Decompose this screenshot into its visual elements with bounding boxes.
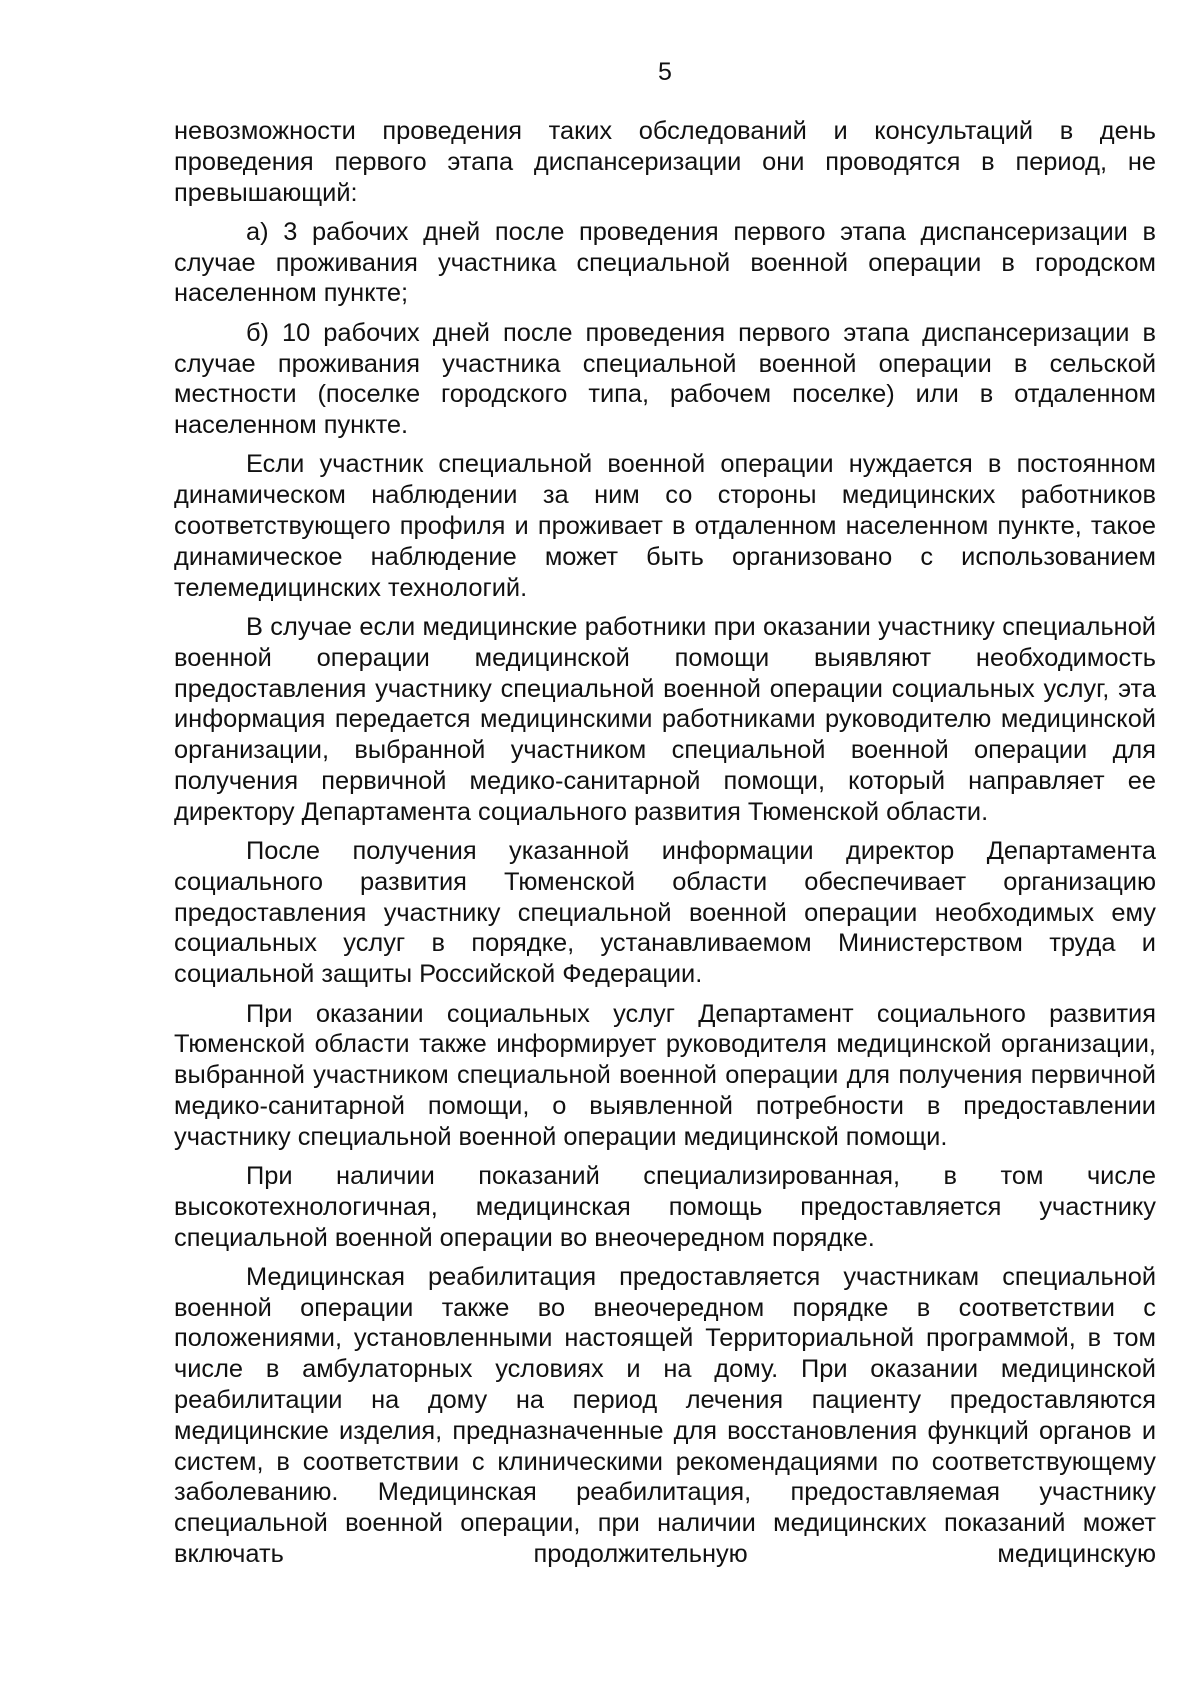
paragraph-telemedicine: Если участник специальной военной операции нуждается в постоянном динамическом наблюдении за ним со стороны медицинских работников соответствующего профиля и проживает в отдаленном населенном пункте, такое динамическое наблюдение может быть организовано с использованием телемедицинских технологий. [174,450,1156,602]
paragraph-item-b: б) 10 рабочих дней после проведения первого этапа диспансеризации в случае проживания участника специальной военной операции в сельской местности (поселке городского типа, рабочем поселке) или в отдаленном населенном пункте. [174,318,1156,440]
document-body [174,116,1156,1570]
paragraph-specialized-care: При наличии показаний специализированная, в том числе высокотехнологичная, медицинская помощь предоставляется участнику специальной военной операции во внеочередном порядке. [174,1162,1156,1252]
paragraph-department-informs: При оказании социальных услуг Департамент социального развития Тюменской области также информирует руководителя медицинской организации, выбранной участником специальной военной операции для получения первичной медико-санитарной помощи, о выявленной потребности в предоставлении участнику специальной военной операции медицинской помощи. [174,999,1156,1151]
paragraph-social-services-need: В случае если медицинские работники при оказании участнику специальной военной операции медицинской помощи выявляют необходимость предоставления участнику специальной военной операции социальных услуг, эта информация передается медицинскими работниками руководителю медицинской организации, выбранной участником специальной военной операции для получения первичной медико-санитарной помощи, который направляет ее директору Департамента социального развития Тюменской области. [174,612,1156,826]
paragraph-continuation: невозможности проведения таких обследований и консультаций в день проведения первого этапа диспансеризации они проводятся в период, не превышающий: [174,117,1156,207]
paragraph-medical-rehabilitation: Медицинская реабилитация предоставляется участникам специальной военной операции также во внеочередном порядке в соответствии с положениями, установленными настоящей Территориальной программой, в том числе в амбулаторных условиях и на дому. При оказании медицинской реабилитации на дому на период лечения пациенту предоставляются медицинские изделия, предназначенные для восстановления функций органов и систем, в соответствии с клиническими рекомендациями по соответствующему заболеванию. Медицинская реабилитация, предоставляемая участнику специальной военной операции, при наличии медицинских показаний может включать продолжительную медицинскую [174,1262,1156,1569]
page-number: 5 [658,58,672,86]
paragraph-item-a: а) 3 рабочих дней после проведения первого этапа диспансеризации в случае проживания участника специальной военной операции в городском населенном пункте; [174,217,1156,308]
paragraph-department-provision: После получения указанной информации директор Департамента социального развития Тюменской области обеспечивает организацию предоставления участнику специальной военной операции необходимых ему социальных услуг в порядке, устанавливаемом Министерством труда и социальной защиты Российской Федерации. [174,837,1156,989]
